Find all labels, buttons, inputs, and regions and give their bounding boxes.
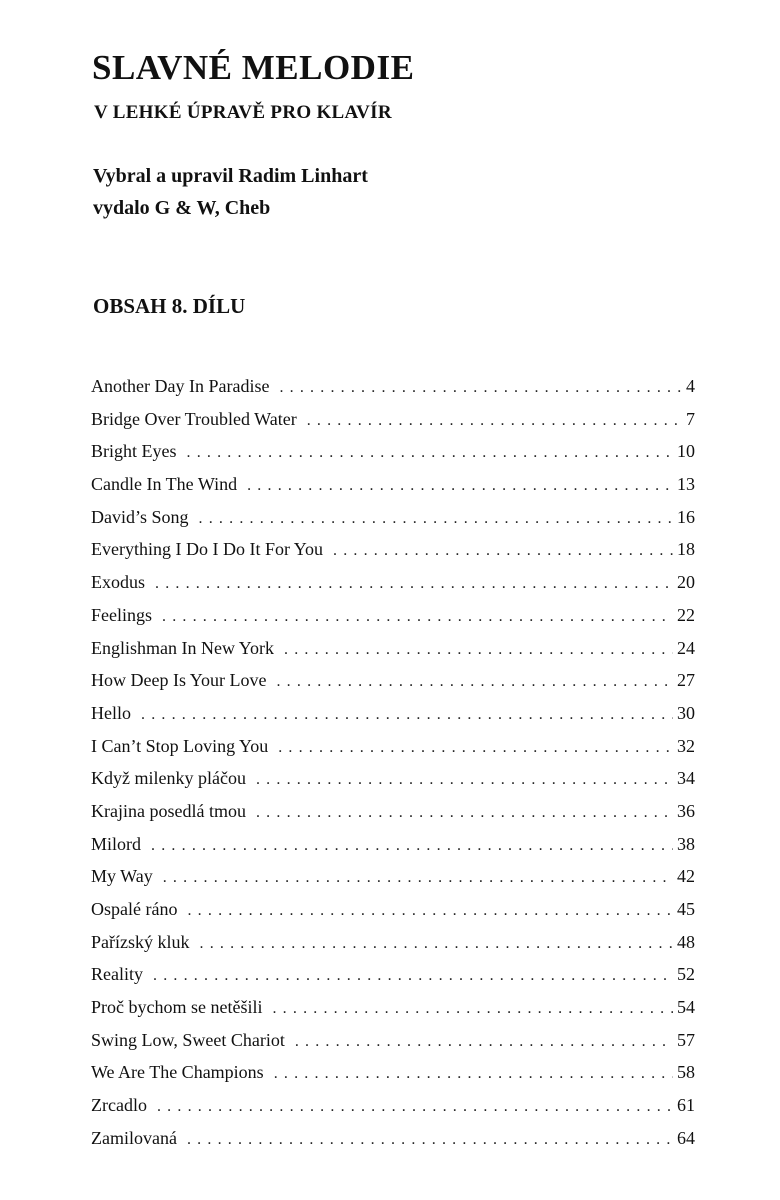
toc-entry-title: Když milenky pláčou [91, 768, 246, 789]
toc-entry-title: I Can’t Stop Loving You [91, 735, 269, 756]
toc-entry-title: How Deep Is Your Love [91, 670, 267, 691]
toc-entry [91, 405, 695, 438]
toc-entry-page: 45 [677, 899, 695, 919]
toc-entry-title: Proč bychom se netěšili [91, 997, 263, 1018]
toc-dot-leader [141, 701, 673, 729]
toc-dot-leader [155, 570, 673, 598]
toc-dot-leader [278, 734, 673, 762]
toc-entry [91, 732, 695, 765]
toc-entry [91, 993, 695, 1026]
toc-dot-leader [153, 962, 673, 990]
toc-entry-title: David’s Song [91, 506, 189, 527]
toc-entry [91, 503, 695, 536]
toc-entry [91, 1091, 695, 1124]
toc-entry-page: 61 [677, 1095, 695, 1116]
toc-entry [91, 797, 695, 830]
toc-dot-leader [157, 1093, 673, 1121]
toc-entry-title: Englishman In New York [91, 637, 274, 658]
toc-dot-leader [256, 766, 673, 794]
toc-entry-page: 4 [686, 376, 695, 396]
toc-entry-page: 16 [677, 506, 695, 527]
toc-entry [91, 699, 695, 732]
toc-dot-leader [163, 864, 673, 892]
toc-entry-page: 32 [677, 735, 695, 756]
toc-entry-title: Another Day In Paradise [91, 376, 270, 396]
toc-dot-leader [333, 537, 673, 565]
toc-entry [91, 960, 695, 993]
book-subtitle: V LEHKÉ ÚPRAVĚ PRO KLAVÍR [94, 102, 392, 123]
toc-entry-title: Hello [91, 702, 131, 723]
toc-entry-page: 52 [677, 964, 695, 985]
toc-dot-leader [199, 505, 673, 533]
toc-entry-title: Zamilovaná [91, 1127, 177, 1148]
toc-dot-leader [200, 930, 674, 958]
toc-entry [91, 1124, 695, 1157]
toc-dot-leader [279, 374, 682, 402]
toc-dot-leader [187, 439, 674, 467]
toc-entry-page: 34 [677, 768, 695, 789]
toc-entry-title: We Are The Champions [91, 1062, 264, 1083]
toc-dot-leader [187, 897, 673, 925]
toc-entry-page: 42 [677, 866, 695, 887]
toc-dot-leader [276, 668, 673, 696]
toc-entry-page: 54 [677, 997, 695, 1018]
table-of-contents [91, 372, 695, 1157]
toc-entry [91, 1058, 695, 1091]
toc-dot-leader [187, 1126, 673, 1154]
toc-entry-page: 10 [677, 441, 695, 462]
toc-entry-page: 27 [677, 670, 695, 691]
publisher-credit: vydalo G & W, Cheb [93, 197, 271, 219]
toc-entry-title: Pařízský kluk [91, 931, 190, 952]
toc-entry-title: Bridge Over Troubled Water [91, 408, 297, 429]
toc-dot-leader [162, 603, 673, 631]
toc-dot-leader [256, 799, 673, 827]
toc-entry-page: 24 [677, 637, 695, 658]
toc-dot-leader [272, 995, 673, 1023]
toc-entry-page: 13 [677, 474, 695, 495]
toc-entry-page: 7 [686, 408, 695, 429]
toc-entry-title: Candle In The Wind [91, 474, 238, 495]
toc-entry-title: Swing Low, Sweet Chariot [91, 1029, 285, 1050]
toc-entry [91, 862, 695, 895]
toc-entry [91, 535, 695, 568]
toc-dot-leader [284, 636, 673, 664]
toc-entry-page: 18 [677, 539, 695, 560]
toc-dot-leader [151, 832, 673, 860]
toc-entry [91, 830, 695, 863]
toc-entry-title: Feelings [91, 604, 152, 625]
toc-entry-page: 22 [677, 604, 695, 625]
toc-entry [91, 437, 695, 470]
toc-entry-page: 20 [677, 572, 695, 593]
toc-entry-page: 58 [677, 1062, 695, 1083]
toc-entry [91, 568, 695, 601]
toc-dot-leader [247, 472, 673, 500]
toc-entry-title: Krajina posedlá tmou [91, 800, 246, 821]
toc-dot-leader [307, 407, 682, 435]
toc-entry-title: Ospalé ráno [91, 899, 178, 919]
toc-entry [91, 372, 695, 405]
toc-entry [91, 601, 695, 634]
toc-entry [91, 895, 695, 928]
toc-entry-title: Reality [91, 964, 143, 985]
toc-entry-title: Milord [91, 833, 142, 854]
toc-dot-leader [295, 1028, 673, 1056]
toc-entry-title: Everything I Do I Do It For You [91, 539, 323, 560]
toc-entry-title: Zrcadlo [91, 1095, 147, 1116]
arranger-credit: Vybral a upravil Radim Linhart [93, 165, 368, 187]
toc-entry-page: 30 [677, 702, 695, 723]
toc-entry [91, 928, 695, 961]
toc-entry [91, 666, 695, 699]
toc-entry-title: Exodus [91, 572, 145, 593]
contents-heading: OBSAH 8. DÍLU [93, 294, 246, 318]
toc-entry-page: 57 [677, 1029, 695, 1050]
toc-entry [91, 470, 695, 503]
toc-entry [91, 1026, 695, 1059]
toc-entry-page: 36 [677, 800, 695, 821]
toc-entry-title: Bright Eyes [91, 441, 177, 462]
book-title: SLAVNÉ MELODIE [92, 48, 415, 87]
toc-entry [91, 634, 695, 667]
toc-entry-page: 64 [677, 1127, 695, 1148]
toc-entry-page: 38 [677, 833, 695, 854]
toc-entry-title: My Way [91, 866, 153, 887]
toc-entry [91, 764, 695, 797]
toc-dot-leader [274, 1060, 673, 1088]
toc-entry-page: 48 [677, 931, 695, 952]
